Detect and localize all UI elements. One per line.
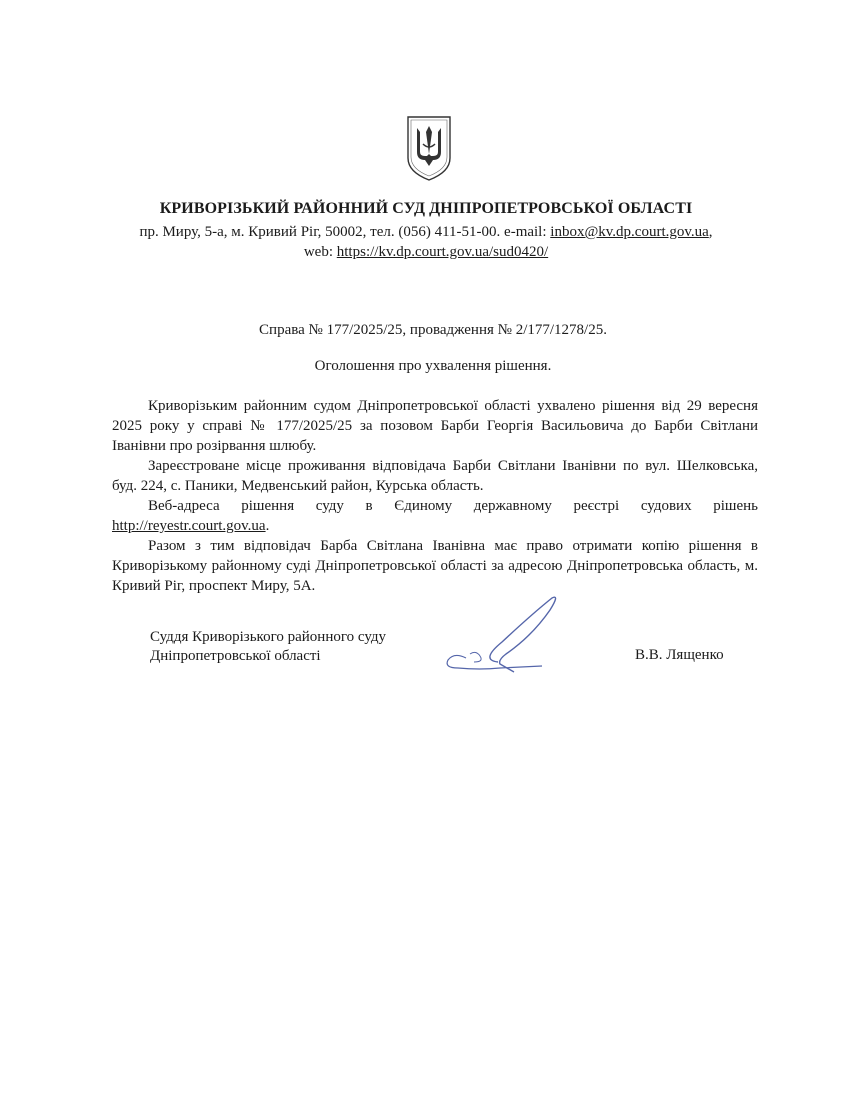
web-line — [0, 242, 852, 262]
registry-text: Веб-адреса рішення суду в Єдиному державному реєстрі судових рішень — [148, 498, 758, 514]
signature-image — [440, 590, 560, 680]
paragraph-copy-right: Разом з тим відповідач Барба Світлана Іванівна має право отримати копію рішення в Криворізькому районному суді Дніпропетровської області за адресою Дніпропетровська область, м. Кривий Ріг, проспект Миру, 5А. — [112, 538, 758, 594]
announcement-body — [112, 396, 758, 596]
web-label: web: — [303, 244, 337, 260]
website-link[interactable]: https://kv.dp.court.gov.ua/sud0420/ — [336, 244, 549, 260]
registry-link[interactable]: http://reyestr.court.gov.ua — [112, 518, 266, 534]
email-link[interactable]: inbox@kv.dp.court.gov.ua — [550, 224, 709, 240]
registry-end: . — [265, 518, 270, 534]
court-contacts — [0, 222, 852, 262]
address-line — [0, 222, 852, 242]
announcement-title: Оголошення про ухвалення рішення. — [314, 358, 552, 374]
judge-title — [150, 628, 386, 666]
paragraph-registry — [112, 496, 758, 536]
court-name: КРИВОРІЗЬКИЙ РАЙОННИЙ СУД ДНІПРОПЕТРОВСЬКОЇ ОБЛАСТІ — [159, 200, 693, 217]
trident-emblem-icon — [405, 114, 453, 182]
case-number: Справа № 177/2025/25, провадження № 2/177/1278/25. — [259, 322, 607, 338]
address-text: пр. Миру, 5-а, м. Кривий Ріг, 50002, тел. (056) 411-51-00. e-mail: — [139, 224, 551, 240]
judge-title-line1: Суддя Криворізького районного суду — [150, 629, 387, 645]
paragraph-residence: Зареєстроване місце проживання відповідача Барби Світлани Іванівни по вул. Шелковська, буд. 224, с. Паники, Медвенський район, Курська область. — [112, 458, 758, 494]
paragraph-decision: Криворізьким районним судом Дніпропетровської області ухвалено рішення від 29 вересня 2025 року у справі № 177/2025/25 за позовом Барби Георгія Васильовича до Барби Світлани Іванівни про розірвання шлюбу. — [112, 398, 758, 454]
judge-name: В.В. Лященко — [635, 647, 724, 663]
address-suffix: , — [708, 224, 713, 240]
judge-title-line2: Дніпропетровської області — [150, 648, 321, 664]
